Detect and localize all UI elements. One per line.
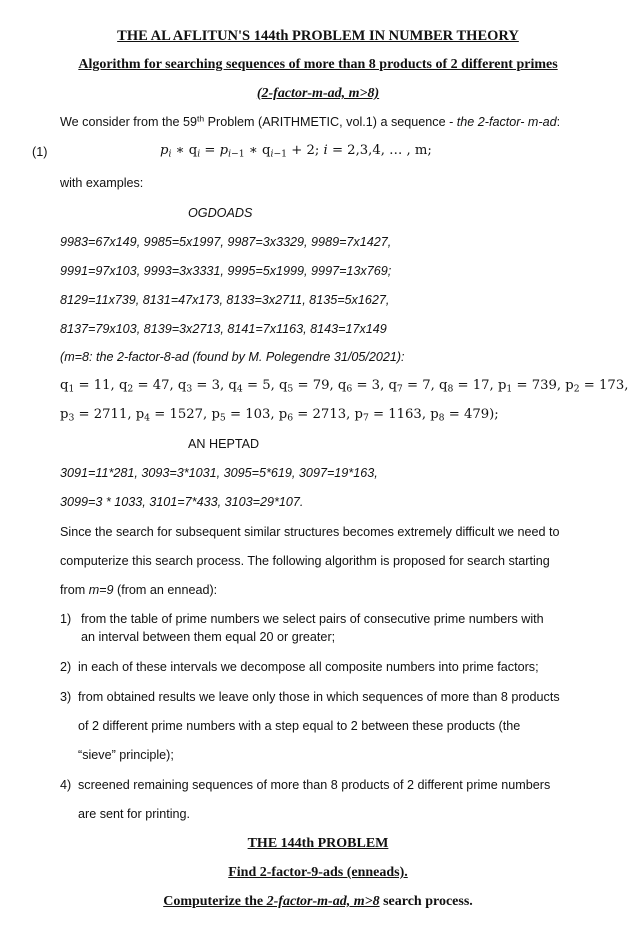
intro-text: We consider from the 59th Problem (ARITHMETIC, vol.1) a sequence - the 2-factor- m-ad: xyxy=(60,113,561,129)
para-line-3: from m=9 (from an ennead): xyxy=(60,583,218,597)
ogdoad-line-2: 9991=97x103, 9993=3x3331, 9995=5x1999, 9997=13x769; xyxy=(60,264,392,278)
para-line-1: Since the search for subsequent similar structures becomes extremely difficult we need to xyxy=(60,525,560,539)
formula-1: $p_i$ ∗ $q_i = p_{i-1}$ ∗ $q_{i-1} + 2$; i = 2,3,4, … , m; xyxy=(160,143,432,160)
step-1-line-1: from the table of prime numbers we select pairs of consecutive prime numbers with xyxy=(81,612,544,626)
step-3-line-1: from obtained results we leave only those in which sequences of more than 8 products xyxy=(78,690,560,704)
formula-label: (1) xyxy=(32,145,48,159)
step-1-number: 1) xyxy=(60,612,72,626)
step-4-line-2: are sent for printing. xyxy=(78,807,191,821)
footer-find: Find 2-factor-9-ads (enneads). xyxy=(228,865,408,880)
heptad-heading: AN HEPTAD xyxy=(188,437,260,451)
step-3-number: 3) xyxy=(60,690,72,704)
params-line-1: $q_1 = 11$, $q_2 = 47$, $q_3 = 3$, $q_4 = 5$, $q_5 = 79$, $q_6 = 3$, $q_7 = 7$, $q_8 = 17$, $p_1 = 739$, $p_2 = 173$, xyxy=(60,378,629,395)
heptad-line-1: 3091=11*281, 3093=3*1031, 3095=5*619, 3097=19*163, xyxy=(60,466,378,480)
params-line-2: $p_3 = 2711$, $p_4 = 1527$, $p_5 = 103$, $p_6 = 2713$, $p_7 = 1163$, $p_8 = 479$); xyxy=(60,407,499,424)
ogdoad-line-1: 9983=67x149, 9985=5x1997, 9987=3x3329, 9989=7x1427, xyxy=(60,235,392,249)
step-2-line-1: in each of these intervals we decompose all composite numbers into prime factors; xyxy=(78,660,539,674)
step-4-line-1: screened remaining sequences of more than 8 products of 2 different prime numbers xyxy=(78,778,551,792)
para-line-2: computerize this search process. The following algorithm is proposed for search starting xyxy=(60,554,550,568)
examples-intro: with examples: xyxy=(60,176,144,190)
step-4-number: 4) xyxy=(60,778,72,792)
page-title: THE AL AFLITUN'S 144th PROBLEM IN NUMBER THEORY xyxy=(117,28,519,44)
ogdoad-note: (m=8: the 2-factor-8-ad (found by M. Polegendre 31/05/2021): xyxy=(60,350,405,364)
step-3-line-3: “sieve” principle); xyxy=(78,748,174,762)
ogdoads-heading: OGDOADS xyxy=(188,206,253,220)
step-1-line-2: an interval between them equal 20 or greater; xyxy=(81,630,336,644)
step-2-number: 2) xyxy=(60,660,72,674)
footer-problem: THE 144th PROBLEM xyxy=(247,836,389,851)
subtitle: Algorithm for searching sequences of more than 8 products of 2 different primes xyxy=(78,57,558,72)
step-3-line-2: of 2 different prime numbers with a step equal to 2 between these products (the xyxy=(78,719,521,733)
ogdoad-line-3: 8129=11x739, 8131=47x173, 8133=3x2711, 8135=5x1627, xyxy=(60,293,390,307)
footer-computerize: Computerize the 2-factor-m-ad, m>8 search process. xyxy=(163,894,473,909)
heptad-line-2: 3099=3 * 1033, 3101=7*433, 3103=29*107. xyxy=(60,495,304,509)
ogdoad-line-4: 8137=79x103, 8139=3x2713, 8141=7x1163, 8143=17x149 xyxy=(60,322,387,336)
subtitle-2: (2-factor-m-ad, m>8) xyxy=(256,86,380,101)
